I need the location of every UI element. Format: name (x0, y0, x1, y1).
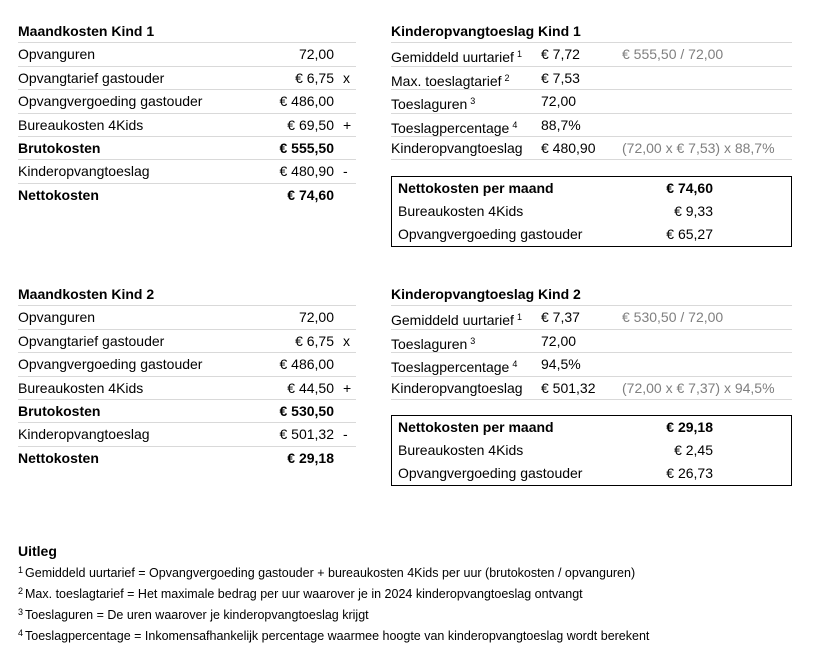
costs-row: Opvanguren 72,00 (18, 43, 356, 66)
allowance-row: Toeslagpercentage $^4$ 88,7% (391, 114, 792, 137)
net-summary-box-kind-1 (391, 176, 792, 247)
allowance-row: Kinderopvangtoeslag € 480,90 (72,00 x € 7,53) x 88,7% (391, 137, 792, 160)
allowance-row: Gemiddeld uurtarief $^1$ € 7,72 € 555,50 / 72,00 (391, 43, 792, 66)
allowance-row: Toeslaguren $^3$ 72,00 (391, 90, 792, 113)
costs-table-kind-1 (18, 20, 356, 207)
explanation-line: $^4$ Toeslagpercentage = Inkomensafhankelijk percentage waarmee hoogte van kinderopvangtoeslag wordt berekent (18, 628, 650, 643)
costs-row: Opvangvergoeding gastouder € 486,00 (18, 90, 356, 113)
net-summary-row: Bureaukosten 4Kids € 9,33 (398, 203, 713, 219)
allowance-table-kind-1 (391, 20, 792, 160)
costs-row-netto: Nettokosten € 74,60 (18, 186, 334, 203)
allowance-row: Toeslaguren $^3$ 72,00 (391, 330, 792, 353)
costs-row: Opvanguren 72,00 (18, 306, 356, 329)
allowance-row: Gemiddeld uurtarief $^1$ € 7,37 € 530,50 / 72,00 (391, 306, 792, 329)
explanation-line: $^1$ Gemiddeld uurtarief = Opvangvergoeding gastouder + bureaukosten 4Kids per uur (brutokosten / opvanguren) (18, 565, 636, 580)
costs-row: Opvangtarief gastouder € 6,75 x (18, 330, 356, 353)
allowance-row: Max. toeslagtarief $^2$ € 7,53 (391, 67, 792, 90)
net-summary-row: Nettokosten per maand € 29,18 (398, 419, 713, 435)
net-summary-row: Nettokosten per maand € 74,60 (398, 180, 713, 196)
costs-row-bruto: Brutokosten € 530,50 (18, 400, 356, 423)
allowance-title: Kinderopvangtoeslag Kind 1 (391, 20, 792, 43)
net-summary-row: Opvangvergoeding gastouder € 65,27 (398, 226, 713, 242)
explanation-line: $^2$ Max. toeslagtarief = Het maximale bedrag per uur waarover je in 2024 kinderopvangtoeslag ontvangt (18, 586, 583, 601)
costs-row: Opvangvergoeding gastouder € 486,00 (18, 353, 356, 376)
costs-title: Maandkosten Kind 2 (18, 283, 356, 306)
costs-row: Kinderopvangtoeslag € 480,90 - (18, 160, 356, 183)
costs-row-bruto: Brutokosten € 555,50 (18, 137, 356, 160)
costs-table-kind-2 (18, 283, 356, 470)
explanation-title: Uitleg (18, 543, 57, 559)
costs-title: Maandkosten Kind 1 (18, 20, 356, 43)
allowance-row: Kinderopvangtoeslag € 501,32 (72,00 x € 7,37) x 94,5% (391, 377, 792, 400)
explanation-line: $^3$ Toeslaguren = De uren waarover je kinderopvangtoeslag krijgt (18, 607, 369, 622)
net-summary-row: Bureaukosten 4Kids € 2,45 (398, 442, 713, 458)
costs-row-netto: Nettokosten € 29,18 (18, 449, 334, 466)
allowance-row: Toeslagpercentage $^4$ 94,5% (391, 353, 792, 376)
costs-row: Bureaukosten 4Kids € 44,50 + (18, 377, 356, 400)
costs-row: Kinderopvangtoeslag € 501,32 - (18, 423, 356, 446)
explanation-section (18, 541, 798, 645)
net-summary-row: Opvangvergoeding gastouder € 26,73 (398, 465, 713, 481)
costs-row: Opvangtarief gastouder € 6,75 x (18, 67, 356, 90)
costs-row: Bureaukosten 4Kids € 69,50 + (18, 114, 356, 137)
net-summary-box-kind-2 (391, 415, 792, 486)
allowance-title: Kinderopvangtoeslag Kind 2 (391, 283, 792, 306)
allowance-table-kind-2 (391, 283, 792, 400)
